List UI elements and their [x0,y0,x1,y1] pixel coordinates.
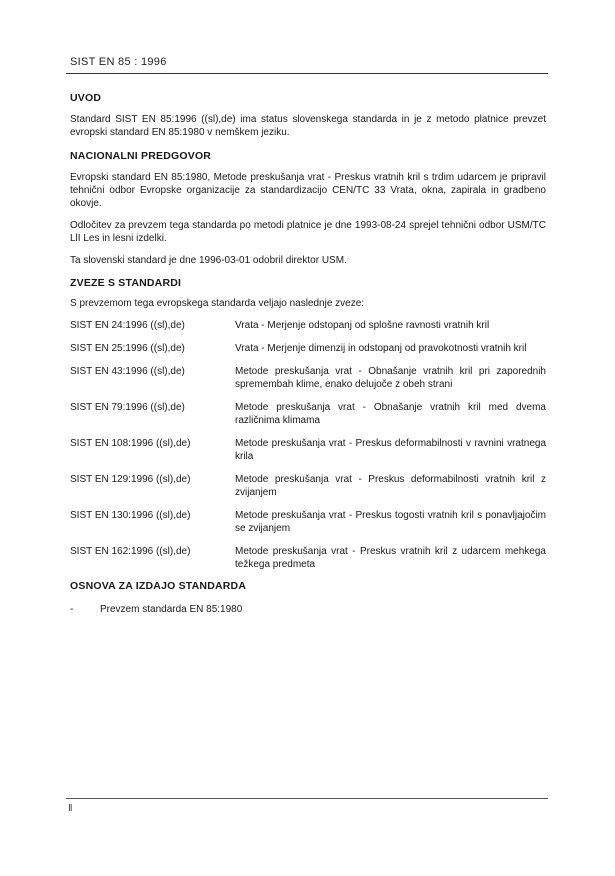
reference-title: Metode preskušanja vrat - Obnašanje vratnih kril med dvema različnima klimama [235,402,546,426]
reference-code: SIST EN 130:1996 ((sl),de) [70,510,191,521]
header-divider [66,73,548,74]
page-number: II [68,803,72,814]
reference-row [70,401,546,427]
reference-title: Metode preskušanja vrat - Preskus deformabilnosti vratnih kril z zvijanjem [235,474,546,498]
reference-row [70,509,546,535]
reference-row [70,319,546,332]
reference-row [70,545,546,571]
reference-title: Metode preskušanja vrat - Obnašanje vratnih kril pri zaporednih spremembah klime, enako delujoče z obeh strani [235,366,546,390]
predgovor-paragraph: Odločitev za prevzem tega standarda po metodi platnice je dne 1993-08-24 sprejel tehnični odbor USM/TC LlI Les in lesni izdelki. [70,220,546,244]
bullet-dash: - [70,604,74,615]
reference-code: SIST EN 129:1996 ((sl),de) [70,474,191,485]
reference-title: Metode preskušanja vrat - Preskus deformabilnosti v ravnini vratnega krila [235,438,546,462]
document-body [70,92,546,616]
reference-row [70,342,546,355]
reference-title: Metode preskušanja vrat - Preskus vratnih kril z udarcem mehkega težkega predmeta [235,546,546,570]
document-code-header: SIST EN 85 : 1996 [70,56,167,68]
reference-title: Vrata - Merjenje odstopanj od splošne ravnosti vratnih kril [235,320,490,331]
osnova-list-item [70,603,546,616]
reference-code: SIST EN 108:1996 ((sl),de) [70,438,191,449]
osnova-heading: OSNOVA ZA IZDAJO STANDARDA [70,580,247,592]
predgovor-heading: NACIONALNI PREDGOVOR [70,150,212,162]
reference-code: SIST EN 25:1996 ((sl),de) [70,343,185,354]
reference-title: Metode preskušanja vrat - Preskus togosti vratnih kril s ponavljajočim se zvijanjem [235,510,546,534]
reference-code: SIST EN 43:1996 ((sl),de) [70,366,185,377]
zveze-intro: S prevzemom tega evropskega standarda veljajo naslednje zveze: [70,298,365,309]
reference-title: Vrata - Merjenje dimenzij in odstopanj od pravokotnosti vratnih kril [235,343,527,354]
footer-divider [66,798,548,799]
reference-code: SIST EN 162:1996 ((sl),de) [70,546,191,557]
predgovor-paragraph: Evropski standard EN 85:1980, Metode preskušanja vrat - Preskus vratnih kril s trdim udarcem je pripravil tehnični odbor Evropske organizacije za standardizacijo CEN/TC 33 Vrata, okna, zapirala in gradbeno okovje. [70,172,546,209]
uvod-paragraph: Standard SIST EN 85:1996 ((sl),de) ima status slovenskega standarda in je z metodo platnice prevzet evropski standard EN 85:1980 v nemškem jeziku. [70,114,546,138]
osnova-item-text: Prevzem standarda EN 85:1980 [100,604,243,615]
reference-row [70,365,546,391]
reference-row [70,473,546,499]
uvod-heading: UVOD [70,92,102,104]
predgovor-paragraph: Ta slovenski standard je dne 1996-03-01 odobril direktor USM. [70,255,347,266]
reference-code: SIST EN 24:1996 ((sl),de) [70,320,185,331]
reference-row [70,437,546,463]
zveze-heading: ZVEZE S STANDARDI [70,277,182,289]
reference-code: SIST EN 79:1996 ((sl),de) [70,402,185,413]
